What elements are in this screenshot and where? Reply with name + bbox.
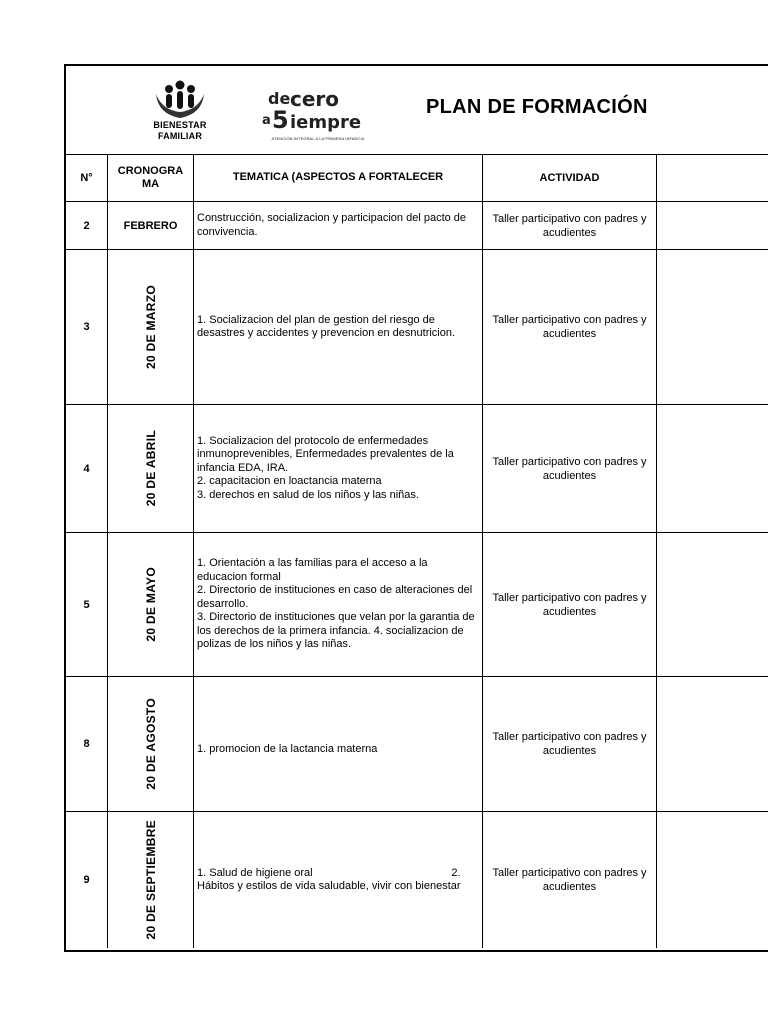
page-title: PLAN DE FORMACIÓN	[426, 96, 648, 118]
row-number: 4	[66, 405, 108, 532]
row-number: 5	[66, 533, 108, 676]
logo-text-cero: cero	[290, 87, 340, 111]
column-header-tematica: TEMATICA (ASPECTOS A FORTALECER	[194, 154, 483, 201]
row-topic-item-2: Hábitos y estilos de vida saludable, vivir con bienestar	[197, 880, 461, 892]
row-date-label: 20 DE SEPTIEMBRE	[143, 820, 158, 940]
column-header-num: N°	[66, 154, 108, 201]
table-row	[66, 533, 768, 677]
row-topic-text: 1. promocion de la lactancia materna	[197, 743, 378, 755]
row-cropped-cell	[657, 812, 768, 948]
row-number: 9	[66, 812, 108, 948]
row-topic	[194, 405, 483, 532]
row-topic-item-1: 1. Salud de higiene oral	[197, 866, 313, 879]
table-row	[66, 202, 768, 250]
row-topic-text: Construcción, socializacion y participacion del pacto de convivencia.	[197, 212, 467, 238]
row-cropped-cell	[657, 202, 768, 249]
column-header-actividad: ACTIVIDAD	[483, 154, 657, 201]
logo-text-de: de	[268, 89, 291, 108]
column-header-cropped	[657, 154, 768, 201]
row-activity: Taller participativo con padres y acudientes	[483, 202, 657, 249]
plan-document	[64, 64, 768, 952]
column-header-cronograma: CRONOGRA MA	[108, 154, 194, 201]
row-topic	[194, 533, 483, 676]
de-cero-a-siempre-logo	[262, 82, 374, 144]
logo-label-bienestar: BIENESTAR	[153, 120, 207, 130]
row-number: 8	[66, 677, 108, 811]
row-number: 3	[66, 250, 108, 404]
row-date	[108, 533, 194, 676]
row-number: 2	[66, 202, 108, 249]
table-row	[66, 677, 768, 812]
document-header	[66, 66, 768, 155]
row-date	[108, 250, 194, 404]
row-topic-line	[197, 867, 461, 881]
row-topic-text	[197, 867, 461, 894]
logo-text-5: 5	[272, 106, 289, 134]
table-row	[66, 250, 768, 405]
logo-text-a: a	[262, 113, 271, 128]
row-cropped-cell	[657, 250, 768, 404]
row-date	[108, 405, 194, 532]
table-row	[66, 405, 768, 533]
logo-text-iempre: iempre	[290, 112, 362, 133]
row-date-label: 20 DE MARZO	[143, 285, 158, 369]
logo-label-familiar: FAMILIAR	[157, 131, 203, 141]
row-topic-text: 1. Socializacion del plan de gestion del riesgo de desastres y accidentes y prevencion en desnutricion.	[197, 313, 456, 339]
row-activity: Taller participativo con padres y acudientes	[483, 677, 657, 811]
row-topic-text: 1. Orientación a las familias para el acceso a la educacion formal 2. Directorio de instituciones en caso de alteraciones del desarrollo. 3. Directorio de instituciones que velan por la garantia de los derechos de la primera infancia. 4. socializacion de polizas de los niños y las niñas.	[197, 557, 475, 651]
table-header-row	[66, 154, 768, 202]
de-cero-a-siempre-wordmark	[262, 82, 374, 136]
row-cropped-cell	[657, 677, 768, 811]
row-date	[108, 812, 194, 948]
row-topic-item-2-number: 2.	[451, 866, 461, 879]
row-activity: Taller participativo con padres y acudientes	[483, 405, 657, 532]
row-date	[108, 677, 194, 811]
row-cropped-cell	[657, 405, 768, 532]
family-figures-icon	[152, 80, 208, 120]
row-date-label: FEBRERO	[123, 219, 178, 232]
row-date-label: 20 DE ABRIL	[143, 430, 158, 507]
row-activity: Taller participativo con padres y acudientes	[483, 250, 657, 404]
row-topic-text: 1. Socializacion del protocolo de enfermedades inmunoprevenibles, Enfermedades prevalentes de la infancia EDA, IRA. 2. capacitacion en loactancia materna 3. derechos en salud de los niños y las niñas.	[197, 434, 454, 501]
row-date-label: 20 DE MAYO	[143, 567, 158, 642]
logo-tagline: ATENCIÓN INTEGRAL A LA PRIMERA INFANCIA	[271, 136, 365, 141]
row-activity: Taller participativo con padres y acudientes	[483, 533, 657, 676]
row-cropped-cell	[657, 533, 768, 676]
bienestar-familiar-logo	[150, 80, 210, 144]
row-activity: Taller participativo con padres y acudientes	[483, 812, 657, 948]
row-date	[108, 202, 194, 249]
row-topic	[194, 202, 483, 249]
row-topic	[194, 250, 483, 404]
row-topic	[194, 812, 483, 948]
row-date-label: 20 DE AGOSTO	[143, 698, 158, 790]
table-row	[66, 812, 768, 948]
row-topic	[194, 677, 483, 811]
